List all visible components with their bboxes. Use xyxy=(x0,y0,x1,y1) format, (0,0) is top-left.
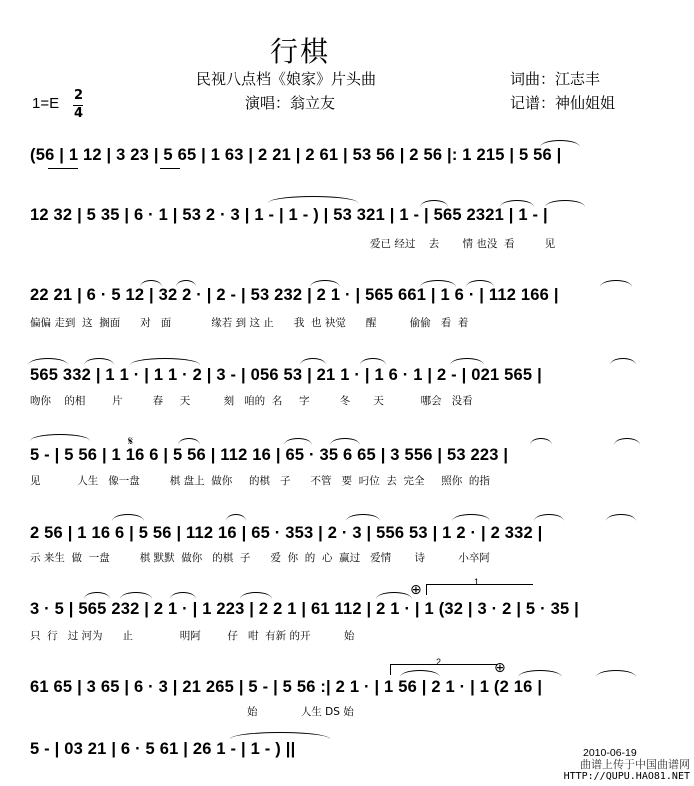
coda-symbol-2: ⊕ xyxy=(494,660,506,676)
slur xyxy=(606,514,636,521)
lyrics-row-6: 示 来生 做 一盘 棋 默默 做你 的棋 子 爱 你 的 心 赢过 爱情 诗 小卒阿 xyxy=(30,552,490,564)
volta-number-2: 2 xyxy=(436,657,442,667)
singer-credit: 演唱：翁立友 xyxy=(245,94,336,112)
slur xyxy=(120,592,152,599)
song-subtitle: 民视八点档《娘家》片头曲 xyxy=(196,70,377,88)
slur xyxy=(534,514,564,521)
slur xyxy=(452,514,490,521)
slur xyxy=(545,200,585,207)
slur xyxy=(600,280,632,287)
slur xyxy=(170,592,196,599)
slur xyxy=(466,280,494,287)
beam-line xyxy=(48,168,78,169)
notation-row-8: 61 65 | 3 65 | 6 · 3 | 21 265 | 5 - | 5 56 :| 2 1 · | 1 56 | 2 1 · | 1 (2 16 | xyxy=(30,678,543,696)
slur xyxy=(518,670,562,677)
lyrics-row-3: 偏偏 走到 这 搁面 对 面 缘若 到 这 止 我 也 袂觉 醒 偷偷 看 着 xyxy=(30,317,469,329)
lyrics-row-8: 始 人生 DS 始 xyxy=(30,706,354,718)
slur xyxy=(614,438,640,445)
date-stamp: 2010-06-19 xyxy=(583,747,637,759)
transcriber-credit: 记谱：神仙姐姐 xyxy=(510,94,616,112)
key-signature: 1=E xyxy=(32,95,60,112)
tie xyxy=(230,732,330,739)
lyrics-row-5: 见 人生 像一盘 棋 盘上 做你 的棋 子 不管 要 叼位 去 完全 照你 的指 xyxy=(30,475,490,487)
slur xyxy=(330,438,360,445)
time-signature-top: 2 xyxy=(74,88,84,103)
volta-number-1: 1 xyxy=(474,577,480,587)
slur xyxy=(112,514,144,521)
slur xyxy=(226,514,246,521)
tie xyxy=(30,434,90,441)
notation-row-7: 3 · 5 | 565 232 | 2 1 · | 1 223 | 2 2 1 | 61 112 | 2 1 · | 1 (32 | 3 · 2 | 5 · 35 | xyxy=(30,600,579,618)
slur xyxy=(596,670,636,677)
notation-row-3: 22 21 | 6 · 5 12 | 32 2 · | 2 - | 53 232 | 2 1 · | 565 661 | 1 6 · | 112 166 | xyxy=(30,286,559,304)
time-signature-bottom: 4 xyxy=(74,106,84,121)
slur xyxy=(346,514,380,521)
site-url: HTTP://QUPU.HAO81.NET xyxy=(563,771,690,782)
volta-bracket-1 xyxy=(426,584,533,595)
notation-row-6: 2 56 | 1 16 6 | 5 56 | 112 16 | 65 · 353 | 2 · 3 | 556 53 | 1 2 · | 2 332 | xyxy=(30,524,543,542)
beam-line xyxy=(160,168,180,169)
song-title: 行棋 xyxy=(269,35,330,68)
slur xyxy=(28,358,68,365)
slur xyxy=(140,280,162,287)
tie xyxy=(268,196,358,203)
slur xyxy=(300,358,326,365)
coda-symbol: ⊕ xyxy=(410,582,422,598)
lyrics-row-4: 吻你 的相 片 春 天 刻 咱的 名 字 冬 天 哪会 没看 xyxy=(30,395,473,407)
notation-row-1: (56 | 1 12 | 3 23 | 5 65 | 1 63 | 2 21 | 2 61 | 53 56 | 2 56 |: 1 215 | 5 56 | xyxy=(30,146,562,164)
slur xyxy=(450,358,484,365)
slur xyxy=(376,592,412,599)
slur xyxy=(530,438,552,445)
slur xyxy=(360,358,386,365)
slur xyxy=(420,280,456,287)
slur xyxy=(178,438,200,445)
volta-bracket-2 xyxy=(390,664,497,675)
notation-row-2: 12 32 | 5 35 | 6 · 1 | 53 2 · 3 | 1 - | 1 - ) | 53 321 | 1 - | 565 2321 | 1 - | xyxy=(30,206,548,224)
slur xyxy=(610,358,636,365)
notation-row-4: 565 332 | 1 1 · | 1 1 · 2 | 3 - | 056 53 | 21 1 · | 1 6 · 1 | 2 - | 021 565 | xyxy=(30,366,542,384)
slur xyxy=(310,280,340,287)
watermark xyxy=(564,759,690,783)
slur xyxy=(540,140,580,147)
slur xyxy=(240,592,272,599)
slur xyxy=(284,438,312,445)
segno-symbol: 𝄋 xyxy=(128,434,134,448)
notation-row-5: 5 - | 5 56 | 1 16 6 | 5 56 | 112 16 | 65 · 35 6 65 | 3 556 | 53 223 | xyxy=(30,446,509,464)
slur xyxy=(130,358,200,365)
notation-row-9: 5 - | 03 21 | 6 · 5 61 | 26 1 - | 1 - ) || xyxy=(30,740,296,758)
slur xyxy=(420,200,448,207)
composer-credit: 词曲：江志丰 xyxy=(510,70,601,88)
credit-line: 曲谱上传于中国曲谱网 xyxy=(580,758,690,771)
lyrics-row-2: 爱已 经过 去 情 也没 看 见 xyxy=(370,238,556,250)
lyrics-row-7: 只 行 过 河为 止 明阿 仔 咁 有新 的开 始 xyxy=(30,630,355,642)
slur xyxy=(176,280,196,287)
slur xyxy=(84,592,110,599)
slur xyxy=(84,358,114,365)
slur xyxy=(500,200,534,207)
